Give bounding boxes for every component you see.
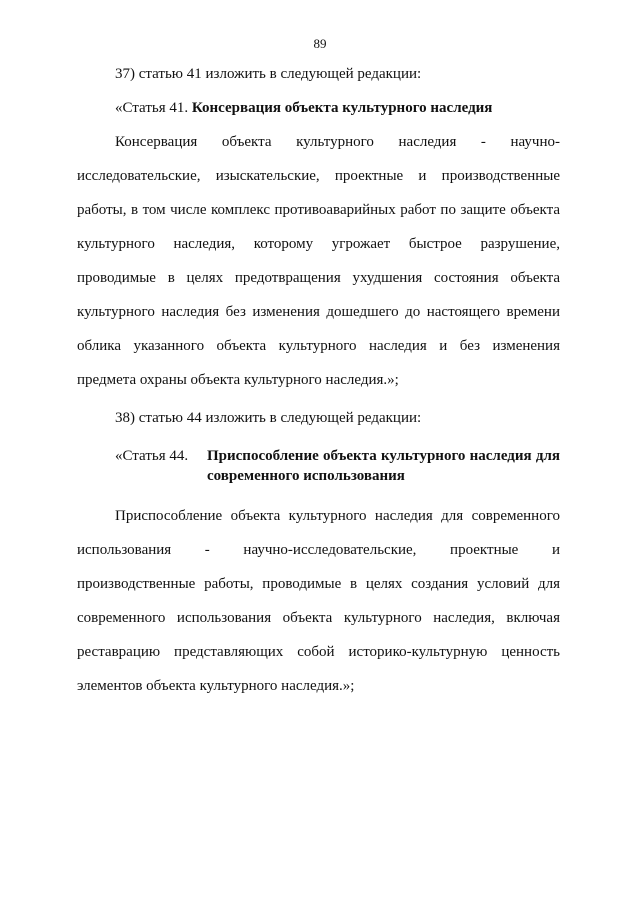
article-41-prefix: «Статья 41. xyxy=(115,100,192,116)
article-41-line: культурного наследия, которому угрожает быстрое разрушение, xyxy=(77,236,560,252)
article-41-title: Консервация объекта культурного наследия xyxy=(191,100,493,116)
article-44-title xyxy=(207,446,560,486)
article-44-title-line: Приспособление объекта культурного наследия для xyxy=(207,448,560,464)
article-44-line: современного использования объекта культурного наследия, включая xyxy=(77,610,560,626)
article-41-line: Консервация объекта культурного наследия - научно- xyxy=(115,134,560,150)
article-41-heading xyxy=(115,96,492,120)
article-41-line: культурного наследия без изменения дошедшего до настоящего времени xyxy=(77,304,560,320)
page-number: 89 xyxy=(313,36,327,51)
article-44-prefix: «Статья 44. xyxy=(115,448,189,464)
article-44-line: реставрацию представляющих собой историко-культурную ценность xyxy=(77,644,560,660)
article-41-line: исследовательские, изыскательские, проектные и производственные xyxy=(77,168,560,184)
article-44-line: использования - научно-исследовательские, проектные и xyxy=(77,542,560,558)
article-41-body xyxy=(77,130,560,402)
article-44-line: элементов объекта культурного наследия.»; xyxy=(77,678,355,694)
article-44-line: Приспособление объекта культурного наследия для современного xyxy=(115,508,560,524)
article-41-line: работы, в том числе комплекс противоаварийных работ по защите объекта xyxy=(77,202,560,218)
article-44-title-line: современного использования xyxy=(207,468,405,484)
article-41-line: облика указанного объекта культурного наследия и без изменения xyxy=(77,338,560,354)
item-38-heading: 38) статью 44 изложить в следующей редакции: xyxy=(115,410,422,426)
article-44-line: производственные работы, проводимые в целях создания условий для xyxy=(77,576,560,592)
article-41-line: проводимые в целях предотвращения ухудшения состояния объекта xyxy=(77,270,560,286)
article-44-body xyxy=(77,504,560,708)
article-41-line: предмета охраны объекта культурного наследия.»; xyxy=(77,372,399,388)
item-37-heading: 37) статью 41 изложить в следующей редакции: xyxy=(115,66,422,82)
